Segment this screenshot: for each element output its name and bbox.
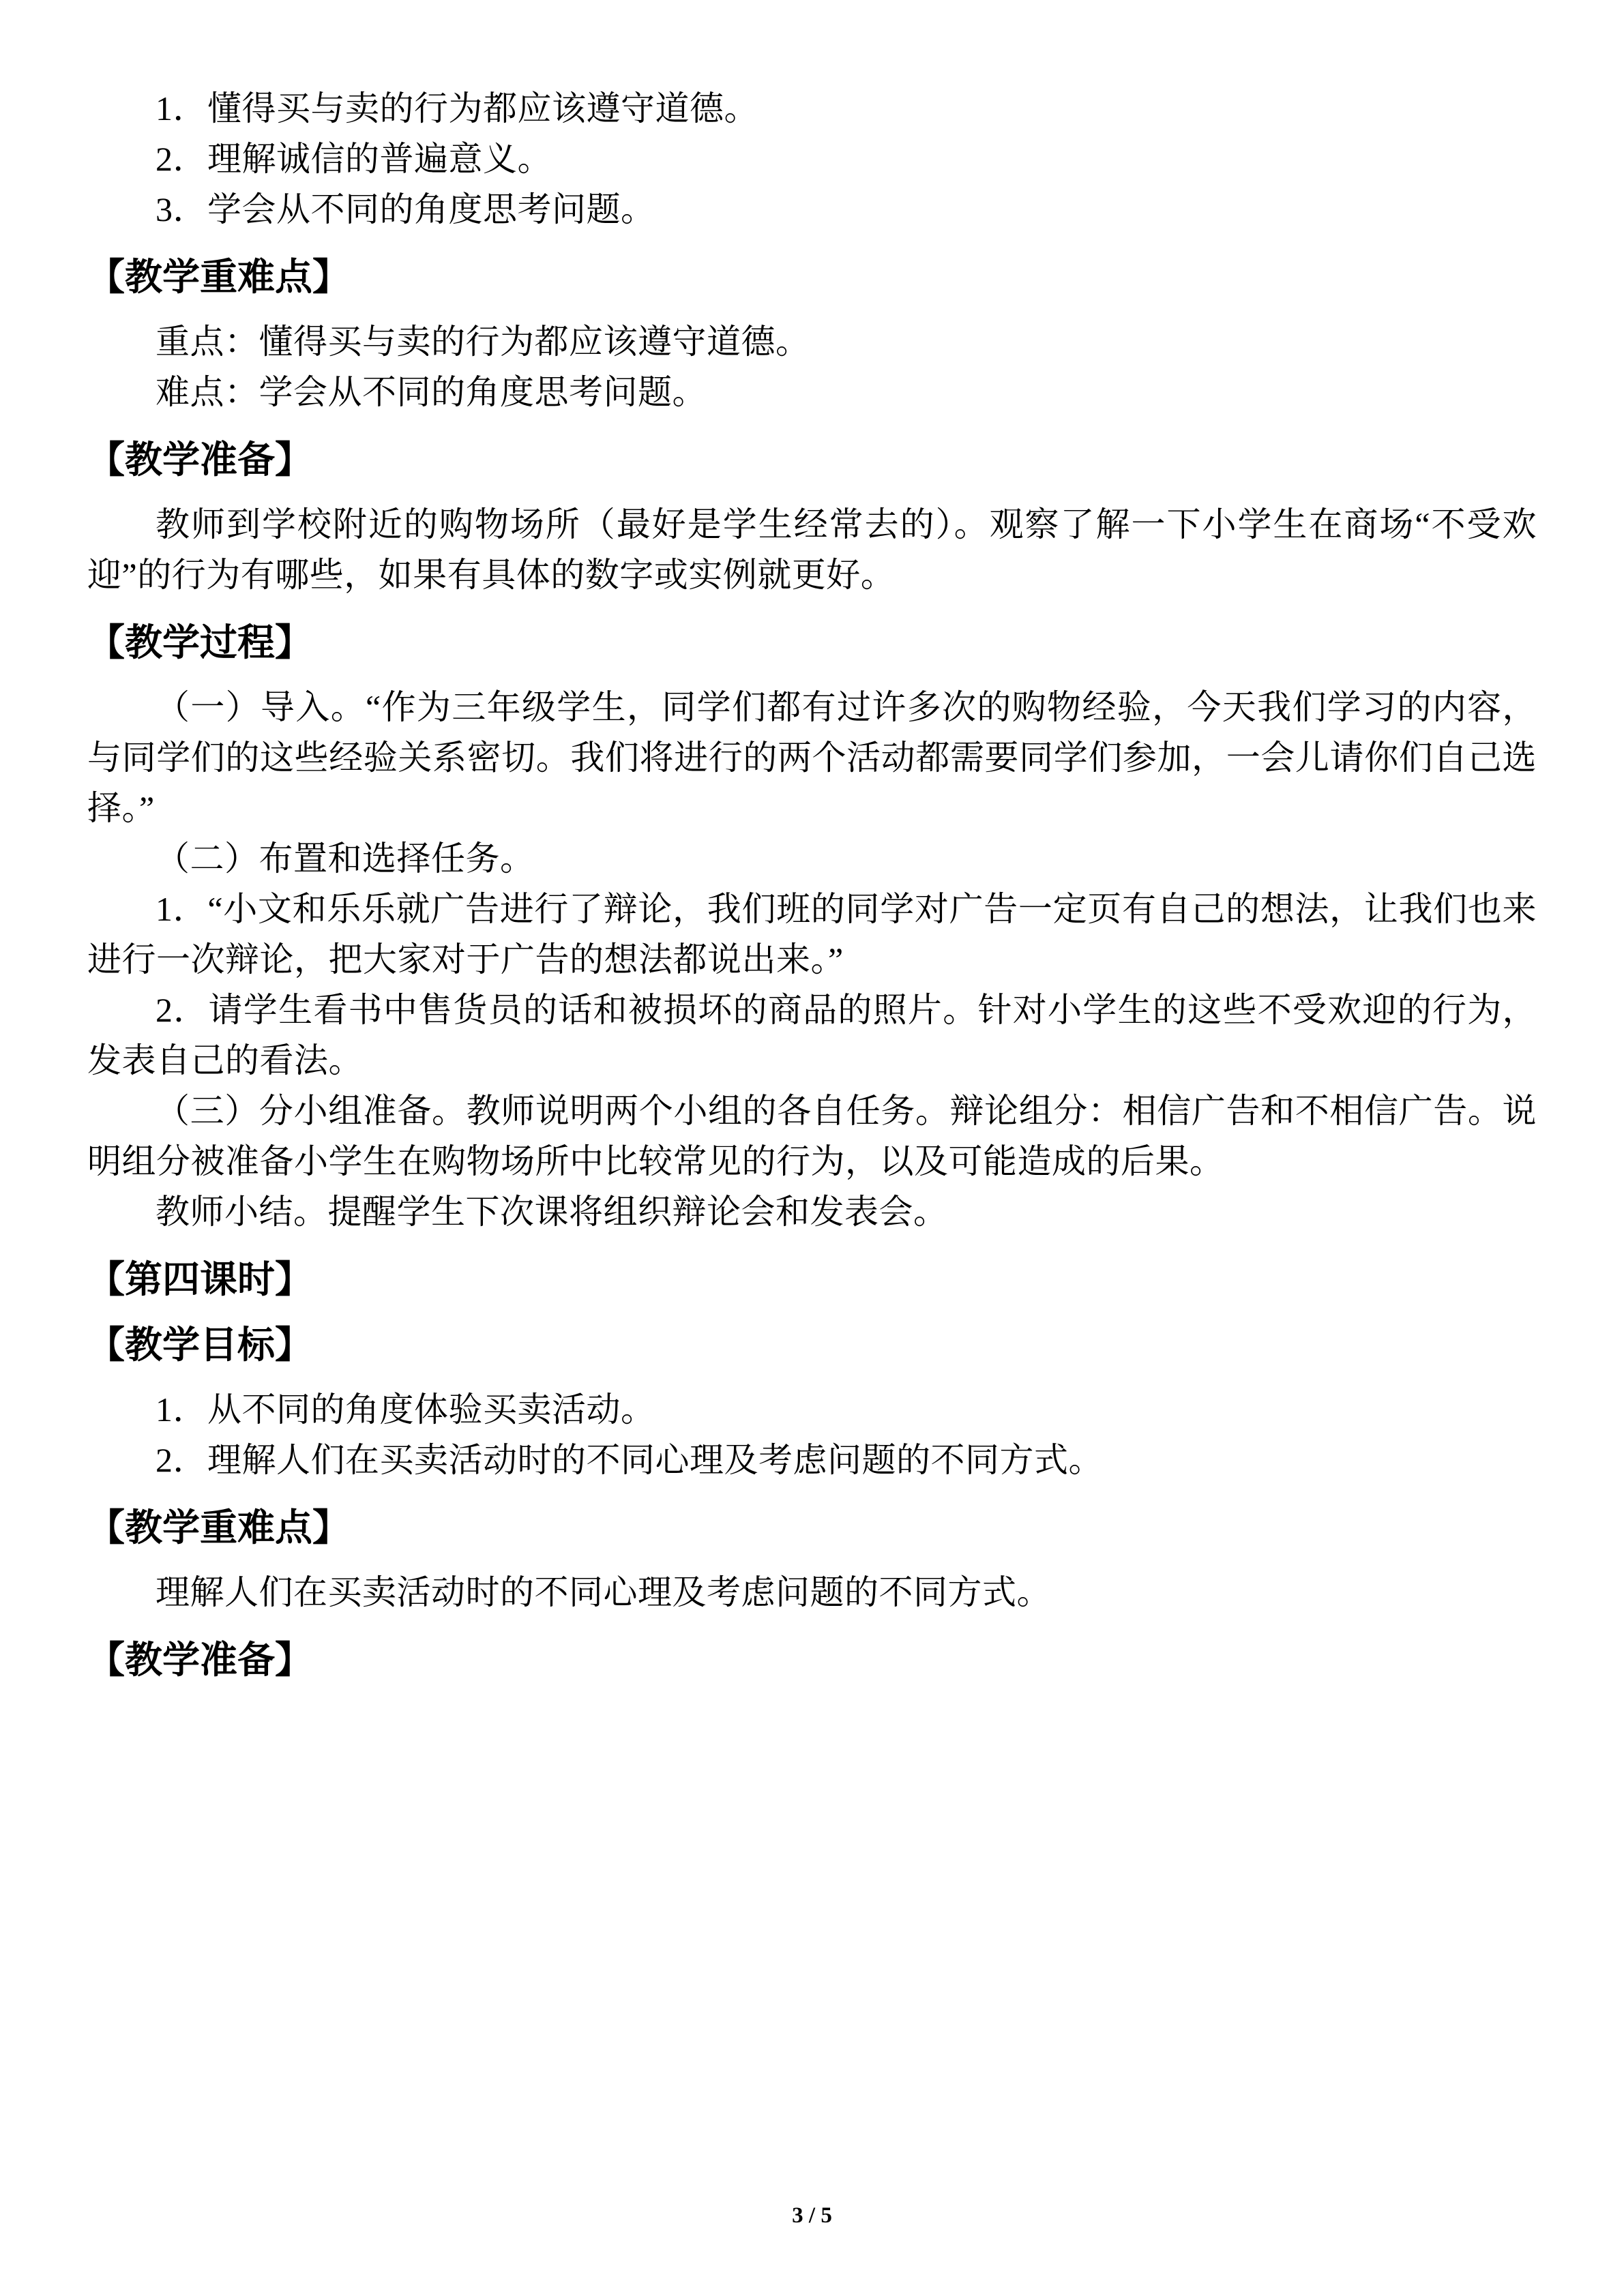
paragraph: 教师到学校附近的购物场所（最好是学生经常去的）。观察了解一下小学生在商场“不受欢迎”的行为有哪些，如果有具体的数字或实例就更好。 [87, 505, 1537, 594]
paragraph: 理解人们在买卖活动时的不同心理及考虑问题的不同方式。 [156, 1573, 1051, 1611]
section-heading: 【教学目标】 [87, 1324, 313, 1366]
page-number: 3 / 5 [792, 2203, 832, 2228]
paragraph: 教师小结。提醒学生下次课将组织辩论会和发表会。 [156, 1193, 948, 1231]
section-heading: 【教学准备】 [87, 1639, 313, 1681]
list-item: 2．理解诚信的普遍意义。 [156, 140, 552, 178]
section-heading: 【教学过程】 [87, 622, 313, 664]
list-item: 3．学会从不同的角度思考问题。 [156, 190, 655, 228]
section-heading: 【第四课时】 [87, 1259, 313, 1300]
paragraph: 难点：学会从不同的角度思考问题。 [156, 373, 707, 411]
paragraph: 2．请学生看书中售货员的话和被损坏的商品的照片。针对小学生的这些不受欢迎的行为，发表自己的看法。 [87, 991, 1537, 1079]
list-item: 2．理解人们在买卖活动时的不同心理及考虑问题的不同方式。 [156, 1441, 1103, 1479]
list-item: 1．懂得买与卖的行为都应该遵守道德。 [156, 89, 758, 128]
section-heading: 【教学准备】 [87, 439, 313, 481]
paragraph: （三）分小组准备。教师说明两个小组的各自任务。辩论组分：相信广告和不相信广告。说明组分被准备小学生在购物场所中比较常见的行为，以及可能造成的后果。 [87, 1092, 1537, 1180]
page-footer [0, 2202, 1624, 2229]
paragraph: （二）布置和选择任务。 [156, 839, 535, 878]
paragraph: 1．“小文和乐乐就广告进行了辩论，我们班的同学对广告一定页有自己的想法，让我们也来进行一次辩论，把大家对于广告的想法都说出来。” [87, 890, 1537, 979]
paragraph: （一）导入。“作为三年级学生，同学们都有过许多次的购物经验，今天我们学习的内容，与同学们的这些经验关系密切。我们将进行的两个活动都需要同学们参加，一会儿请你们自己选择。” [87, 688, 1537, 827]
section-heading: 【教学重难点】 [87, 1507, 351, 1549]
list-item: 1．从不同的角度体验买卖活动。 [156, 1390, 655, 1429]
paragraph: 重点：懂得买与卖的行为都应该遵守道德。 [156, 323, 810, 361]
section-heading: 【教学重难点】 [87, 256, 351, 298]
